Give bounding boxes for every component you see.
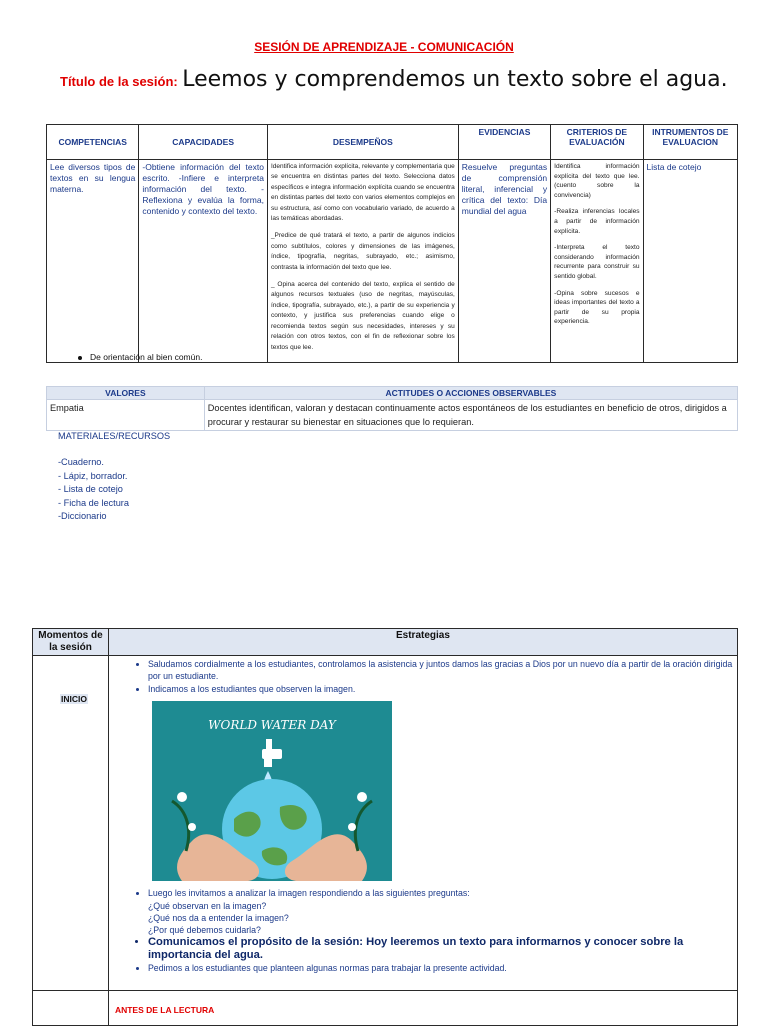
inicio-cell <box>33 656 109 991</box>
question: ¿Por qué debemos cuidarla? <box>147 924 261 935</box>
document-title: SESIÓN DE APRENDIZAJE - COMUNICACIÓN <box>254 40 514 54</box>
purpose-list <box>112 936 734 974</box>
session-title <box>60 66 750 95</box>
inicio-label: INICIO <box>61 694 87 704</box>
orientation-bullet <box>78 352 202 362</box>
inicio-row <box>33 656 738 991</box>
analysis-list <box>112 887 734 899</box>
cell-criterios <box>551 160 643 363</box>
values-header-row <box>47 387 738 400</box>
cell-actitud: Docentes identifican, valoran y destacan continuamente actos espontáneos de los estudiantes en beneficio de otros, dirigidos a procurar y restaurar su bienestar en situaciones que lo requieran. <box>204 400 737 431</box>
col-criterios: CRITERIOS DE EVALUACIÓN <box>551 125 643 160</box>
col-capacidades: CAPACIDADES <box>139 125 268 160</box>
criterio-3: -Interpreta el texto considerando información recurrente para construir su sentido global. <box>554 244 640 280</box>
col-estrategias: Estrategias <box>108 629 737 656</box>
materials-heading: MATERIALES/RECURSOS <box>58 431 171 441</box>
list-item: • Luego les invitamos a analizar la imagen respondiendo a las siguientes preguntas: <box>148 887 734 899</box>
session-title-text: Leemos y comprendemos un texto sobre el agua. <box>182 67 728 92</box>
cell-instrumentos: Lista de cotejo <box>643 160 737 363</box>
material-item: - Lápiz, borrador. <box>58 470 128 481</box>
material-item: - Ficha de lectura <box>58 497 129 508</box>
world-water-day-image <box>152 701 392 881</box>
col-instrumentos: INTRUMENTOS DE EVALUACION <box>643 125 737 160</box>
question: ¿Qué observan en la imagen? <box>147 900 267 911</box>
list-item: • Indicamos a los estudiantes que observen la imagen. <box>148 683 734 695</box>
antes-label: ANTES DE LA LECTURA <box>114 1005 215 1015</box>
values-row <box>47 400 738 431</box>
material-item: - Lista de cotejo <box>58 484 123 495</box>
col-evidencias: EVIDENCIAS <box>458 125 550 160</box>
session-header-row <box>33 629 738 656</box>
questions-block <box>112 900 734 936</box>
desempeno-1: Identifica información explícita, relevante y complementaria que se encuentra en distintas partes del texto. Selecciona datos específicos e integra información explícita cuando se encuentra en distintas partes del texto con varios elementos complejos en su estructura, así como con vocabulario variado, de acuerdo a las temáticas abordadas. <box>270 163 455 223</box>
col-actitudes: ACTITUDES O ACCIONES OBSERVABLES <box>204 387 737 400</box>
desempeno-3: _ Opina acerca del contenido del texto, explica el sentido de algunos recursos textuales (uso de negritas, mayúsculas, índice, tipografía, subrayado, etc.), a partir de su experiencia y contexto, y justifica sus preferencias cuando elige o recomienda textos según sus necesidades, intereses y su relación con otros textos, con el fin de reflexionar sobre los textos que lee. <box>270 281 455 351</box>
inicio-strategies <box>108 656 737 991</box>
session-title-label: Título de la sesión: <box>60 74 178 89</box>
cell-capacidades: -Obtiene información del texto escrito. -Infiere e interpreta información del texto. -Reflexiona y evalúa la forma, contenido y contexto del texto. <box>139 160 268 363</box>
cell-desempenos <box>267 160 458 363</box>
material-item: -Cuaderno. <box>58 457 104 468</box>
bullet-icon <box>78 356 82 360</box>
cell-evidencias: Resuelve preguntas de comprensión literal, inferencial y crítica del texto: Día mundial del agua <box>458 160 550 363</box>
col-momentos: Momentos de la sesión <box>33 629 109 656</box>
competencies-header-row <box>47 125 738 160</box>
values-table <box>46 386 738 431</box>
purpose-item: • Comunicamos el propósito de la sesión: Hoy leeremos un texto para informarnos y conocer sobre la importancia del agua. <box>148 936 734 962</box>
desempeno-2: _Predice de qué tratará el texto, a partir de algunos indicios como subtítulos, colores y dimensiones de las imágenes, índice, tipografía, negritas, subrayado, etc.; asimismo, contrasta la información del texto que lee. <box>270 232 455 271</box>
materials-section <box>58 430 170 523</box>
antes-row <box>33 991 738 1026</box>
question: ¿Qué nos da a entender la imagen? <box>147 912 289 923</box>
competencies-row <box>47 160 738 363</box>
criterio-2: -Realiza inferencias locales a partir de información explícita. <box>554 208 640 235</box>
orientation-text: De orientación al bien común. <box>90 352 203 362</box>
col-desempenos: DESEMPEÑOS <box>267 125 458 160</box>
inicio-list <box>112 658 734 695</box>
criterio-1: Identifica información explícita del texto que lee. (cuento sobre la convivencia) <box>554 163 640 199</box>
image-caption: WORLD WATER DAY <box>208 718 336 733</box>
list-item: • Saludamos cordialmente a los estudiantes, controlamos la asistencia y juntos damos las gracias a Dios por un nuevo día a partir de la oración dirigida por un estudiante. <box>148 658 734 683</box>
material-item: -Diccionario <box>58 511 107 522</box>
list-item: • Pedimos a los estudiantes que planteen algunas normas para trabajar la presente actividad. <box>148 962 734 974</box>
competencies-table <box>46 124 738 363</box>
cell-competencias: Lee diversos tipos de textos en su lengua materna. <box>47 160 139 363</box>
col-valores: VALORES <box>47 387 205 400</box>
cell-valor: Empatia <box>47 400 205 431</box>
antes-cell <box>108 991 737 1026</box>
session-table <box>32 628 738 1026</box>
criterio-4: -Opina sobre sucesos e ideas importantes del texto a partir de su propia experiencia. <box>554 289 640 326</box>
col-competencias: COMPETENCIAS <box>47 125 139 160</box>
antes-momento-cell <box>33 991 109 1026</box>
